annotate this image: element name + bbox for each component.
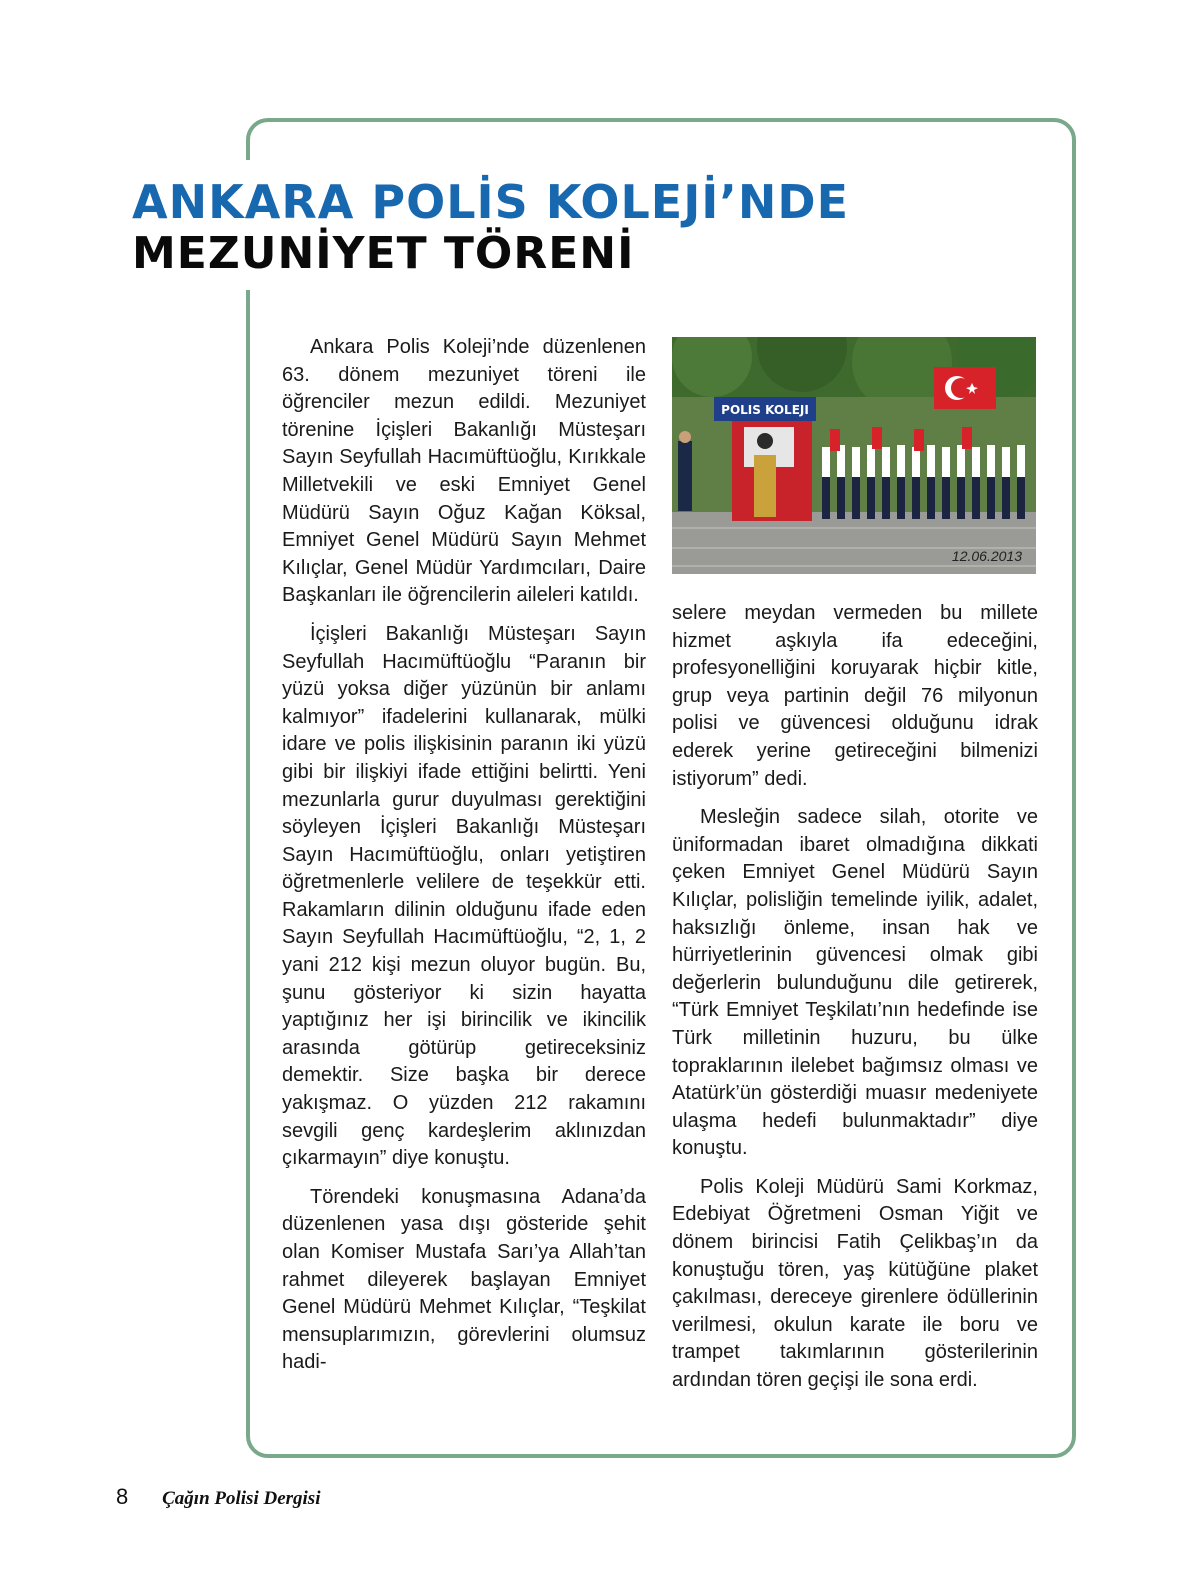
text-column-left [282,334,646,1388]
paragraph: İçişleri Bakanlığı Müsteşarı Sayın Seyfullah Hacımüftüoğlu “Paranın bir yüzü yoksa diğer yüzünün bir anlamı kalmıyor” ifadelerini kullanarak, mülki idare ve polis ilişkisinin paranın iki yüzü gibi bir ilişkiyi ifade ettiğini belirtti. Yeni mezunlarla gurur duyulması gerektiğini söyleyen İçişleri Bakanlığı Müsteşarı Sayın Hacımüftüoğlu, onları yetiştiren öğretmenlerle velilere de teşekkür etti. Rakamların dilinin olduğunu ifade eden Sayın Seyfullah Hacımüftüoğlu, “2, 1, 2 yani 212 kişi mezun oluyor bugün. Bu, şunu gösteriyor ki sizin hayatta yaptığınız her işi birincilik ve ikincilik arasında götürüp getireceksiniz demektir. Size başka bir derece yakışmaz. O yüzden 212 rakamını sevgili genç kardeşlerim aklınızdan çıkarmayın” diye konuştu. [282,622,646,1170]
title-line-1: ANKARA POLİS KOLEJİ’NDE [132,175,849,229]
photo-date: 12.06.2013 [951,548,1022,564]
page-number: 8 [116,1484,129,1509]
paragraph: Ankara Polis Koleji’nde düzenlenen 63. dönem mezuniyet töreni ile öğrenciler mezun edildi. Mezuniyet törenine İçişleri Bakanlığı Müsteşarı Sayın Seyfullah Hacımüftüoğlu, Kırıkkale Milletvekili ve eski Emniyet Genel Müdürü Sayın Oğuz Kağan Köksal, Emniyet Genel Müdürü Sayın Mehmet Kılıçlar, Genel Müdür Yardımcıları, Daire Başkanları ile öğrencilerin aileleri katıldı. [282,336,646,607]
ceremony-photo-illustration [672,337,1036,574]
paragraph: selere meydan vermeden bu millete hizmet aşkıyla ifa edeceğini, profesyonelliğini koruyarak hiçbir kitle, grup veya partinin değil 76 milyonun polisi ve güvencesi olduğunu idrak ederek yerine getireceğini bilmenizi istiyorum” dedi. [672,602,1038,790]
title-line-2: MEZUNİYET TÖRENİ [132,228,635,279]
photo-sign-text: POLIS KOLEJI [721,403,809,417]
paragraph: Törendeki konuşmasına Adana’da düzenlenen yasa dışı gösteride şehit olan Komiser Mustafa Sarı’ya Allah’tan rahmet dileyerek başlayan Emniyet Genel Müdürü Mehmet Kılıçlar, “Teşkilat mensuplarımızın, görevlerini olumsuz hadi- [282,1185,646,1374]
text-column-right [672,600,1038,1406]
article-title [132,176,1052,280]
paragraph: Mesleğin sadece silah, otorite ve üniformadan ibaret olmadığına dikkati çeken Emniyet Genel Müdürü Sayın Kılıçlar, polisliğin temelinde iyilik, adalet, haksızlığı önleme, insan hak ve hürriyetlerinin güvencesi olmak gibi değerlerin bulunduğunu dile getirerek, “Türk Emniyet Teşkilatı’nın hedefinde ise Türk milletinin huzuru, bu ülke topraklarının ilelebet bağımsız olması ve Atatürk’ün gösterdiği muasır medeniyete ulaşma hedefi bulunmaktadır” diye konuştu. [672,806,1038,1160]
paragraph: Polis Koleji Müdürü Sami Korkmaz, Edebiyat Öğretmeni Osman Yiğit ve dönem birincisi Fatih Çelikbaş’ın da konuştuğu tören, yaş kütüğüne plaket çakılması, dereceye girenlere ödüllerinin verilmesi, okulun karate ile boru ve trampet takımlarının gösterilerinin ardından tören geçişi ile sona erdi. [672,1175,1038,1392]
magazine-name: Çağın Polisi Dergisi [162,1488,321,1509]
page-footer [116,1484,320,1510]
ceremony-photo [672,337,1036,574]
